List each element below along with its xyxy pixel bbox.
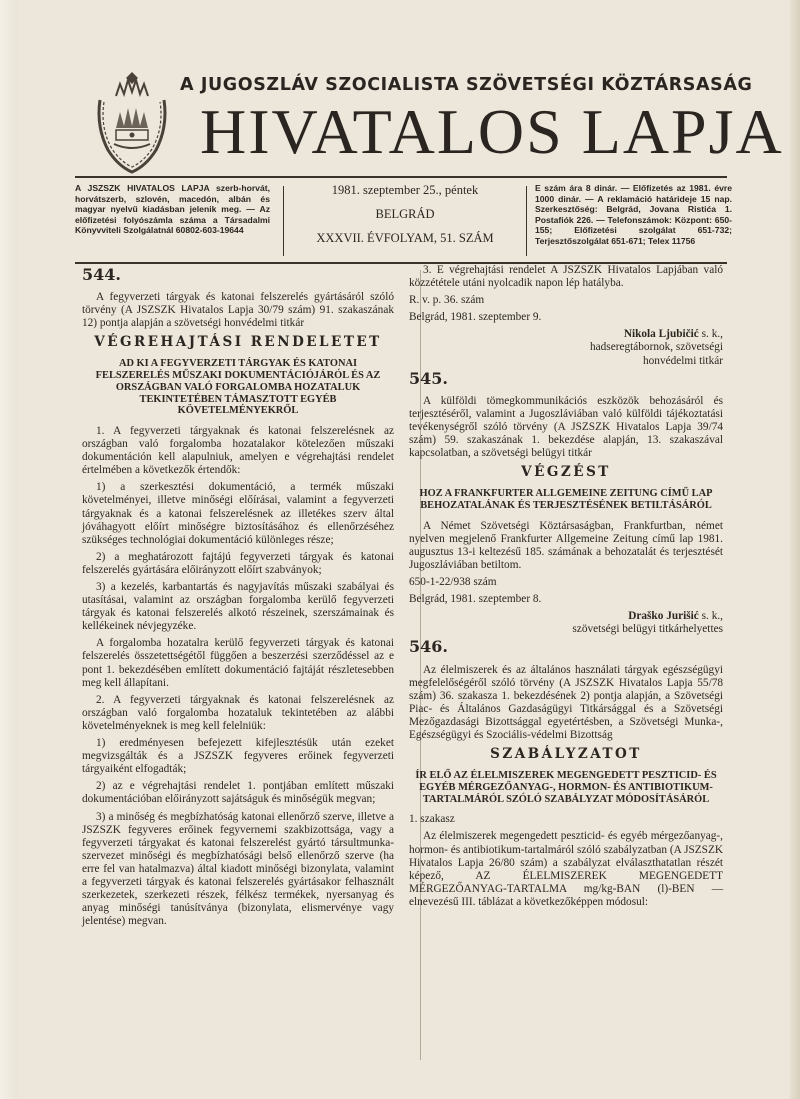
signer-suffix: s. k., (701, 610, 723, 623)
header-divider-right (526, 186, 527, 256)
reference-number: R. v. p. 36. szám (409, 294, 485, 307)
paragraph: Az élelmiszerek megengedett peszticid- és egyéb mérgezőanyag-, hormon- és antibiotikum-tartalmáról szóló szabályzatban (A JSZSZK Hivatalos Lapja 26/80 szám) a szabályzat elválaszthatatlan részét képező, AZ ÉLELMISZEREK MEGENGEDETT MÉRGEZŐANYAG-TARTALMA mg/kg-BAN (l)-BEN — elnevezésű III. táblázat a következőképpen módosul: (409, 830, 723, 908)
paragraph: 3. E végrehajtási rendelet A JSZSZK Hivatalos Lapjában való közzététele utáni nyolcadik napon lép hatályba. (409, 264, 723, 290)
issue-info (295, 183, 515, 255)
document-type-heading: VÉGREHAJTÁSI RENDELETET (94, 334, 382, 351)
signature-block (409, 610, 723, 636)
list-item: 1) eredményesen befejezett kifejlesztésük után ezeket megvizsgálták és a JSZSZK fegyveres erőinek fegyverzeti tárgyaiként elfogadták; (82, 737, 394, 776)
issue-date: 1981. szeptember 25., péntek (331, 183, 479, 197)
list-item: 1) a szerkesztési dokumentáció, a termék műszaki követelményei, illetve minőségi előírásai, valamint a fegyverzeti tárgyaknak és a katonai felszerelésnek az illetékes szerv által jóváhagyott előírt minőségre biztosításához és ellenőrzéséhez szükséges technológiai dokumentáció különleges része; (82, 481, 394, 546)
section-label: 1. szakasz (409, 813, 455, 826)
page-edge-right (790, 0, 800, 1099)
preamble: Az élelmiszerek és az általános használati tárgyak egészségügyi megfelelőségéről szóló törvény (A JSZSZK Hivatalos Lapja 55/78 szám) 36. szakasza 1. bekezdésének 2) pontja alapján, a Szövetségi Piac- és Általános Gazdaságügyi Titkársággal és a Szövetségi Mezőgazdasági Bizottsággal egyetértésben, a Szövetségi Munka-, Egészségügyi és Szociális-védelmi Bizottság (409, 663, 723, 742)
signature-block (409, 328, 723, 367)
signing-date: Belgrád, 1981. szeptember 8. (409, 593, 542, 606)
header-divider-left (283, 186, 284, 256)
price-contact-info: E szám ára 8 dinár. — Előfizetés az 1981. évre 1000 dinár. — A reklamáció határideje 15 nap. Szerkesztőség: Belgrád, Jovana Ristića 1. Postafiók 226. — Telefonszámok: Központ: 650-155; Előfizetési szolgálat 651-732; Terjesztőszolgálat 651-671; Telex 11756 (535, 183, 732, 246)
coat-of-arms-icon (86, 72, 178, 178)
issue-volume: XXXVII. ÉVFOLYAM, 51. SZÁM (316, 231, 494, 245)
item-number: 544. (82, 265, 121, 284)
item-number: 546. (409, 637, 448, 657)
signer-title: hadseregtábornok, szövetségi (589, 341, 723, 354)
signer-name: Draško Jurišić (628, 610, 699, 623)
document-type-heading: VÉGZÉST (521, 464, 611, 481)
left-column (82, 264, 394, 932)
subscription-info: A JSZSZK HIVATALOS LAPJA szerb-horvát, horvátszerb, szlovén, macedón, albán és magyar nyelvű kiadásban jelenik meg. — Az előfizetési folyószámla száma a Társadalmi Könyvviteli Szolgálatnál 60802-603-19644 (75, 183, 270, 236)
document-subject: HOZ A FRANKFURTER ALLGEMEINE ZEITUNG CÍMŰ LAP BEHOZATALÁNAK ÉS TERJESZTÉSÉNEK BETILTÁSÁRÓL (419, 488, 713, 512)
preamble: A fegyverzeti tárgyak és katonai felszerelés gyártásáról szóló törvény (A JSZSZK Hivatalos Lapja 30/79 szám) 91. szakaszának 12) pontja alapján a szövetségi honvédelmi titkár (82, 291, 394, 330)
paragraph: A forgalomba hozatalra kerülő fegyverzeti tárgyak és katonai felszerelés összetettségétől függően a beszerzési szerződéssel az e pont 1. bekezdésében említett dokumentáció fajtáját részletesebben meg kell állapítani. (82, 637, 394, 689)
signer-suffix: s. k., (701, 328, 723, 341)
list-item: 2) a meghatározott fajtájú fegyverzeti tárgyak és katonai felszerelés gyártására előirányzott előírt szabványok; (82, 550, 394, 576)
item-number: 545. (409, 368, 448, 388)
signing-date: Belgrád, 1981. szeptember 9. (409, 311, 542, 324)
issue-place: BELGRÁD (375, 207, 435, 221)
paragraph: A Német Szövetségi Köztársaságban, Frankfurtban, német nyelven megjelenő Frankfurter Allgemeine Zeitung című lap 1981. augusztus 13-i keltezésű 185. számának a behozatalát és terjesztését Jugoszláviában betiltom. (409, 519, 723, 571)
list-item: 3) a minőség és megbízhatóság katonai ellenőrző szerve, illetve a JSZSZK fegyveres erőinek fegyvernemi szakbizottsága, vagy a fegyverzeti tárgyakat és katonai felszerelést gyártó társultmunka-szervezet minőségi és megbízhatósági belső ellenőrző szerve (ha erre fel van hatalmazva) által kiadott minőségi bizonylata, valamint a fegyverzeti tárgyak és katonai felszerelés gyártásakor felhasznált szerkezetek, szerkezeti részek, félkész termékek, nyersanyag és anyag minőségi tanúsítványa (bizonylata, elismervénye vagy jelentése) megvan. (82, 810, 394, 928)
right-column (409, 264, 723, 913)
document-subject: AD KI A FEGYVERZETI TÁRGYAK ÉS KATONAI FELSZERELÉS MŰSZAKI DOKUMENTÁCIÓJÁRÓL ÉS AZ ORSZÁGBAN VALÓ FORGALOMBA HOZATALUK TEKINTETÉBEN TÁMASZTOTT EGYÉB KÖVETELMÉNYEKRŐL (95, 358, 381, 417)
masthead-rule-top (75, 176, 727, 178)
list-item: 2) az e végrehajtási rendelet 1. pontjában említett műszaki dokumentációban előirányzott sajátságuk és minőségük megvan; (82, 780, 394, 806)
paragraph: 1. A fegyverzeti tárgyaknak és katonai felszerelésnek az országban való forgalomba hozatalakor kötelezően műszaki dokumentáción kell alapulniuk, amelyen e végrehajtási rendelet értelmében a következők értendők: (82, 424, 394, 477)
signer-title: szövetségi belügyi titkárhelyettes (572, 623, 723, 636)
list-item: 3) a kezelés, karbantartás és nagyjavítás műszaki szabályai és utasításai, valamint az országban forgalomba kerülő fegyverzeti tárgyak és katonai felszerelés alkotó részeinek, szerszámainak és kellékeinek névjegyzéke. (82, 581, 394, 633)
signer-title: honvédelmi titkár (643, 354, 723, 367)
signer-name: Nikola Ljubičić (623, 328, 699, 341)
gazette-title: HIVATALOS LAPJA (200, 96, 784, 167)
paragraph: 2. A fegyverzeti tárgyaknak és katonai felszerelésnek az országban való forgalomba hozataluk tekintetében az alábbi követelményeknek is meg kell felelniük: (82, 693, 394, 732)
document-subject: ÍR ELŐ AZ ÉLELMISZEREK MEGENGEDETT PESZTICID- ÉS EGYÉB MÉRGEZŐANYAG-, HORMON- ÉS ANTIBIOTIKUM-TARTALMÁRÓL SZÓLÓ SZABÁLYZAT MÓDOSÍTÁSÁRÓL (415, 770, 717, 805)
page-edge-left (0, 0, 18, 1099)
reference-number: 650-1-22/938 szám (409, 576, 497, 589)
preamble: A külföldi tömegkommunikációs eszközök behozásáról és terjesztéséről, valamint a Jugoszláviában való külföldi tájékoztatási tevékenységről szóló törvény (A JSZSZK Hivatalos Lapja 39/74 szám) 59. szakaszának 1. bekezdése alapján, 13. szakaszával kapcsolatban, a szövetségi belügyi titkár (409, 394, 723, 460)
document-type-heading: SZABÁLYZATOT (490, 746, 642, 763)
republic-name: A JUGOSZLÁV SZOCIALISTA SZÖVETSÉGI KÖZTÁRSASÁG (180, 75, 753, 95)
